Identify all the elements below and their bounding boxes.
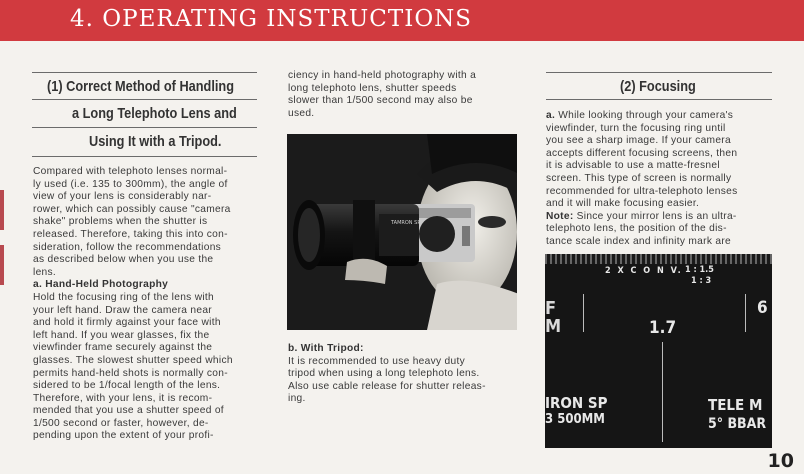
index-line <box>583 294 584 332</box>
text-line: slower than 1/500 second may also be <box>288 95 473 107</box>
text-line: tripod when using a long telephoto lens. <box>288 368 480 380</box>
section1-body <box>33 166 263 443</box>
ratio-label: 1 : 1.5 <box>685 265 714 275</box>
section1-heading-line: a Long Telephoto Lens and <box>72 105 237 122</box>
text-line: accepts different focusing screens, then <box>546 147 738 159</box>
text-line: rower, which can possibly cause "camera <box>33 203 231 215</box>
text-line: Since your mirror lens is an ultra- <box>573 210 737 222</box>
subsection-heading: b. With Tripod: <box>288 343 364 354</box>
text-line: view of your lens is considerably nar- <box>33 191 212 203</box>
text-line: It is recommended to use heavy duty <box>288 355 465 367</box>
text-line: your left hand. Draw the camera near <box>33 304 212 316</box>
text-line: and it will make focusing easier. <box>546 198 700 210</box>
text-line: screen. This type of screen is normally <box>546 172 732 184</box>
text-line: you see a sharp image. If your camera <box>546 135 731 147</box>
heading-rule <box>32 127 257 128</box>
index-line <box>745 294 746 332</box>
m-mark: M <box>545 316 562 337</box>
text-line: telephoto lens, the position of the dis- <box>546 223 727 235</box>
text-line: sidered to be 1/focal length of the lens. <box>33 380 221 392</box>
text-line: sideration, follow the recommendations <box>33 241 222 253</box>
heading-rule <box>546 72 772 73</box>
text-line: Therefore, with your lens, it is recom- <box>33 392 213 404</box>
lens-barrel-photo <box>545 254 772 448</box>
text-line: tance scale index and infinity mark are <box>546 235 731 247</box>
lens-focal-label: 3 500MM <box>545 412 605 427</box>
heading-rule <box>546 99 772 100</box>
margin-tab-mark <box>0 245 4 285</box>
subsection-label: a. <box>546 110 556 121</box>
margin-tab-mark <box>0 190 4 230</box>
focus-ring-knurling <box>545 254 772 264</box>
conv-label: 2 X C O N V. <box>605 266 683 276</box>
text-line: Hold the focusing ring of the lens with <box>33 291 215 303</box>
note-label: Note: <box>546 210 574 222</box>
text-line: released. Therefore, taking this into con- <box>33 228 228 240</box>
text-line: left hand. If you wear glasses, fix the <box>33 329 210 341</box>
section1-heading-line: Using It with a Tripod. <box>89 133 222 150</box>
subsection-heading: a. Hand-Held Photography <box>33 279 169 291</box>
lens-brand-label: TAMRON SP <box>391 220 421 226</box>
section2-heading: (2) Focusing <box>620 78 696 95</box>
heading-rule <box>32 99 257 100</box>
text-line: glasses. The slowest shutter speed which <box>33 354 233 366</box>
text-line: recommended for ultra-telephoto lenses <box>546 185 738 197</box>
text-line: ly used (i.e. 135 to 300mm), the angle of <box>33 178 228 190</box>
bbar-label: 5° BBAR <box>708 416 767 432</box>
page-title: 4. OPERATING INSTRUCTIONS <box>70 6 473 32</box>
text-line: and hold it firmly against your face with <box>33 317 221 329</box>
text-line: shake" problems when the shutter is <box>33 216 208 228</box>
text-line: lens. <box>33 266 57 278</box>
index-line <box>662 342 663 442</box>
section1-heading-line: (1) Correct Method of Handling <box>47 78 234 95</box>
section2-body <box>546 110 778 249</box>
photographer-photo <box>287 134 517 330</box>
text-line: long telephoto lens, shutter speeds <box>288 82 457 94</box>
tele-label: TELE M <box>708 396 763 414</box>
text-line: it is advisable to use a matte-fresnel <box>546 160 720 172</box>
text-line: ing. <box>288 393 306 405</box>
column2-continued-text <box>288 70 520 120</box>
heading-rule <box>32 156 257 157</box>
text-line: as described below when you use the <box>33 254 214 266</box>
text-line: pending upon the extent of your profi- <box>33 430 214 442</box>
header-banner <box>0 0 804 41</box>
text-line: Compared with telephoto lenses normal- <box>33 166 228 177</box>
text-line: used. <box>288 107 315 119</box>
ratio-label: 1 : 3 <box>691 276 712 286</box>
photographer-illustration <box>287 134 517 330</box>
lens-brand-label: IRON SP <box>545 394 608 412</box>
text-line: ciency in hand-held photography with a <box>288 70 477 81</box>
text-line: mended that you use a shutter speed of <box>33 405 224 417</box>
text-line: permits hand-held shots is normally con- <box>33 367 228 379</box>
column2-tripod-text <box>288 343 520 406</box>
f-mark: F <box>545 298 557 319</box>
heading-rule <box>32 72 257 73</box>
text-line: While looking through your camera's <box>555 110 734 121</box>
text-line: viewfinder, turn the focusing ring until <box>546 122 726 134</box>
text-line: Also use cable release for shutter releas- <box>288 380 486 392</box>
aperture-mark: 1.7 <box>649 318 677 338</box>
text-line: 1/500 second or faster, however, de- <box>33 417 209 429</box>
text-line: viewfinder frame securely against the <box>33 342 213 354</box>
distance-mark: 6 <box>757 298 768 318</box>
page-number: 10 <box>767 450 794 472</box>
